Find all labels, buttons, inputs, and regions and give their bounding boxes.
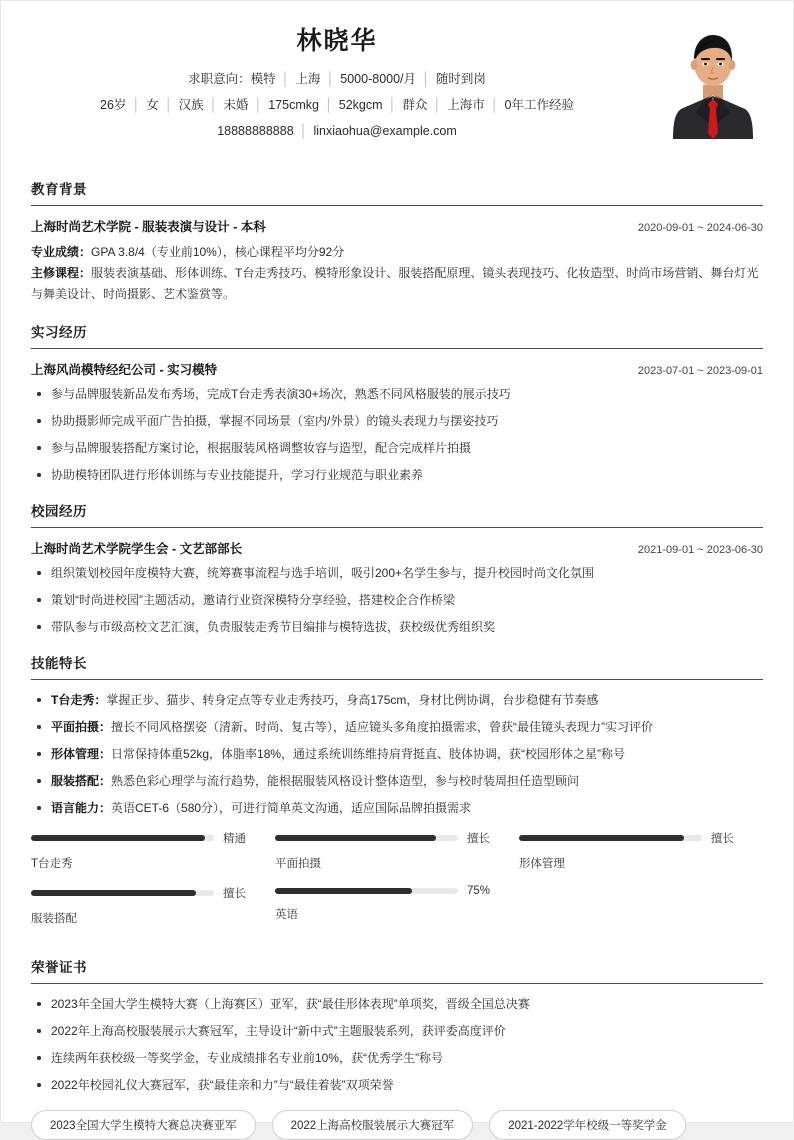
education-courses-row xyxy=(31,263,763,305)
education-gpa-label: 专业成绩： xyxy=(31,245,92,260)
job-intent-item: 上海 xyxy=(295,71,321,86)
section-skills xyxy=(1,652,793,940)
campus-entry-date: 2021-09-01 ~ 2023-06-30 xyxy=(637,544,763,557)
skill-label: T台走秀： xyxy=(51,693,107,708)
job-intent-line xyxy=(31,70,643,88)
skill-progress-fill xyxy=(275,888,412,894)
separator-icon: │ xyxy=(326,71,335,86)
skill-progress-track xyxy=(275,835,458,841)
email-address: linxiaohua@example.com xyxy=(313,124,457,138)
section-title-skills: 技能特长 xyxy=(31,656,87,672)
skill-bar-cell xyxy=(31,885,275,926)
skill-level-label: 75% xyxy=(466,885,490,898)
basic-info-item: 未婚 xyxy=(223,97,249,112)
separator-icon: │ xyxy=(422,71,430,86)
education-courses-value: 服装表演基础、形体训练、T台走秀技巧、模特形象设计、服装搭配原理、镜头表现技巧、化妆造型、时尚市场营销、舞台灯光与舞美设计、时尚摄影、艺术鉴赏等。 xyxy=(31,266,759,302)
skill-level-label: 精通 xyxy=(222,833,246,846)
page-title: 林晓华 xyxy=(296,27,378,55)
basic-info-item: 26岁 xyxy=(100,97,127,112)
list-item: 参与品牌服装搭配方案讨论，根据服装风格调整妆容与造型，配合完成样片拍摄 xyxy=(31,439,763,457)
list-item: 协助模特团队进行形体训练与专业技能提升，学习行业规范与职业素养 xyxy=(31,466,763,484)
section-internship xyxy=(1,321,793,484)
skill-name-label: 形体管理 xyxy=(518,858,565,871)
skill-bar-grid xyxy=(31,830,763,940)
list-item: 2023年全国大学生模特大赛（上海赛区）亚军，获“最佳形体表现”单项奖，晋级全国总决赛 xyxy=(31,995,763,1013)
separator-icon: │ xyxy=(388,97,397,112)
skill-bar-cell xyxy=(275,885,519,926)
list-item: 组织策划校园年度模特大赛，统筹赛事流程与选手培训，吸引200+名学生参与，提升校园时尚文化氛围 xyxy=(31,564,763,582)
skill-text: 掌握正步、猫步、转身定点等专业走秀技巧，身高175cm，身材比例协调，台步稳健有节奏感 xyxy=(106,693,599,708)
separator-icon: │ xyxy=(164,97,173,112)
skill-bar-row xyxy=(519,830,737,846)
skill-name-label: 服装搭配 xyxy=(31,913,77,926)
section-divider xyxy=(31,983,763,984)
skill-text: 英语CET-6（580分），可进行简单英文沟通，适应国际品牌拍摄需求 xyxy=(111,801,472,816)
skill-bar-cell xyxy=(275,830,519,871)
skill-name-label: T台走秀 xyxy=(31,858,73,871)
education-gpa-row xyxy=(31,242,763,263)
basic-info-item: 女 xyxy=(146,97,159,112)
skill-progress-track xyxy=(31,890,214,896)
campus-bullet-list xyxy=(31,564,763,636)
education-courses-label: 主修课程： xyxy=(31,266,92,281)
separator-icon: │ xyxy=(132,97,141,112)
skill-bar-cell xyxy=(519,830,763,871)
section-divider xyxy=(31,527,763,528)
separator-icon: │ xyxy=(254,97,263,112)
honor-tag[interactable]: 2022上海高校服装展示大赛冠军 xyxy=(272,1110,474,1140)
skill-bar-row xyxy=(275,830,493,846)
skill-text: 日常保持体重52kg，体脂率18%，通过系统训练维持肩背挺直、肢体协调，获“校园形体之星”称号 xyxy=(111,747,626,762)
skill-progress-track xyxy=(31,835,214,841)
separator-icon: │ xyxy=(281,71,290,86)
basic-info-item: 上海市 xyxy=(447,97,485,112)
education-entry xyxy=(31,217,763,305)
skill-level-label: 擅长 xyxy=(466,833,490,846)
separator-icon: │ xyxy=(433,97,442,112)
portrait-photo-icon xyxy=(663,23,763,139)
skill-progress-fill xyxy=(31,890,196,896)
skill-progress-fill xyxy=(519,835,684,841)
skill-bar-row xyxy=(31,830,249,846)
basic-info-item: 汉族 xyxy=(178,97,204,112)
internship-entry-date: 2023-07-01 ~ 2023-09-01 xyxy=(637,365,763,378)
list-item: 协助摄影师完成平面广告拍摄，掌握不同场景（室内/外景）的镜头表现力与摆姿技巧 xyxy=(31,412,763,430)
skill-bar-cell-empty xyxy=(519,885,763,926)
skill-text: 擅长不同风格摆姿（清新、时尚、复古等），适应镜头多角度拍摄需求，曾获“最佳镜头表现力”实习评价 xyxy=(111,720,654,735)
phone-number: 18888888888 xyxy=(217,124,294,138)
section-divider xyxy=(31,348,763,349)
skill-bar-cell xyxy=(31,830,275,871)
separator-icon: │ xyxy=(209,97,218,112)
header-text-block xyxy=(31,27,763,140)
list-item: 参与品牌服装新品发布秀场，完成T台走秀表演30+场次，熟悉不同风格服装的展示技巧 xyxy=(31,385,763,403)
list-item xyxy=(31,799,763,817)
separator-icon: │ xyxy=(490,97,499,112)
job-intent-item: 5000-8000/月 xyxy=(340,71,417,86)
skill-label: 平面拍摄： xyxy=(51,720,112,735)
section-title-education: 教育背景 xyxy=(31,182,87,198)
section-title-honors: 荣誉证书 xyxy=(31,960,87,976)
skill-text: 熟悉色彩心理学与流行趋势，能根据服装风格设计整体造型，参与校时装周担任造型顾问 xyxy=(111,774,580,789)
skill-progress-fill xyxy=(31,835,205,841)
contact-line xyxy=(31,122,643,140)
list-item xyxy=(31,718,763,736)
basic-info-item: 52kgcm xyxy=(338,97,383,112)
entry-header xyxy=(31,539,763,557)
internship-entry-title: 上海风尚模特经纪公司 - 实习模特 xyxy=(31,363,218,378)
skill-progress-track xyxy=(519,835,702,841)
skill-label: 形体管理： xyxy=(51,747,112,762)
list-item xyxy=(31,745,763,763)
honor-tag[interactable]: 2021-2022学年校级一等奖学金 xyxy=(489,1110,686,1140)
section-campus xyxy=(1,500,793,636)
entry-header xyxy=(31,217,763,235)
job-intent-item: 模特 xyxy=(250,71,276,86)
section-divider xyxy=(31,679,763,680)
skill-name-label: 平面拍摄 xyxy=(274,858,321,871)
skill-level-label: 擅长 xyxy=(222,888,246,901)
campus-entry-title: 上海时尚艺术学院学生会 - 文艺部部长 xyxy=(31,542,243,557)
resume-header xyxy=(1,1,793,162)
basic-info-item: 0年工作经验 xyxy=(504,97,574,112)
skill-level-label: 擅长 xyxy=(710,833,734,846)
skill-progress-track xyxy=(275,888,458,894)
campus-entry xyxy=(31,539,763,636)
education-entry-date: 2020-09-01 ~ 2024-06-30 xyxy=(637,222,763,235)
avatar xyxy=(663,23,763,139)
education-gpa-value: GPA 3.8/4（专业前10%），核心课程平均分92分 xyxy=(91,245,345,260)
list-item: 2022年校园礼仪大赛冠军，获“最佳亲和力”与“最佳着装”双项荣誉 xyxy=(31,1076,763,1094)
section-divider xyxy=(31,205,763,206)
internship-entry xyxy=(31,360,763,484)
basic-info-line xyxy=(31,96,643,114)
job-intent-item: 随时到岗 xyxy=(435,71,486,86)
education-entry-title: 上海时尚艺术学院 - 服装表演与设计 - 本科 xyxy=(31,220,266,235)
skill-name-label: 英语 xyxy=(274,909,298,922)
list-item xyxy=(31,691,763,709)
basic-info-item: 群众 xyxy=(402,97,428,112)
entry-header xyxy=(31,360,763,378)
separator-icon: │ xyxy=(299,124,308,138)
section-honors xyxy=(1,956,793,1140)
list-item: 2022年上海高校服装展示大赛冠军，主导设计“新中式”主题服装系列，获评委高度评价 xyxy=(31,1022,763,1040)
section-title-internship: 实习经历 xyxy=(31,325,87,341)
list-item xyxy=(31,772,763,790)
list-item: 带队参与市级高校文艺汇演，负责服装走秀节目编排与模特选拔，获校级优秀组织奖 xyxy=(31,618,763,636)
list-item: 策划“时尚进校园”主题活动，邀请行业资深模特分享经验，搭建校企合作桥梁 xyxy=(31,591,763,609)
job-intent-label: 求职意向： xyxy=(188,71,251,86)
honor-tag-list xyxy=(31,1110,763,1140)
separator-icon: │ xyxy=(324,97,333,112)
list-item: 连续两年获校级一等奖学金，专业成绩排名专业前10%，获“优秀学生”称号 xyxy=(31,1049,763,1067)
skill-bar-row xyxy=(275,885,493,897)
skills-bullet-list xyxy=(31,691,763,817)
skill-label: 语言能力： xyxy=(51,801,112,816)
section-education xyxy=(1,178,793,305)
skill-label: 服装搭配： xyxy=(51,774,112,789)
skill-progress-fill xyxy=(275,835,436,841)
skill-bar-row xyxy=(31,885,249,901)
honors-bullet-list xyxy=(31,995,763,1094)
section-title-campus: 校园经历 xyxy=(31,504,87,520)
honor-tag[interactable]: 2023全国大学生模特大赛总决赛亚军 xyxy=(31,1110,256,1140)
basic-info-item: 175cmkg xyxy=(268,97,319,112)
internship-bullet-list xyxy=(31,385,763,484)
